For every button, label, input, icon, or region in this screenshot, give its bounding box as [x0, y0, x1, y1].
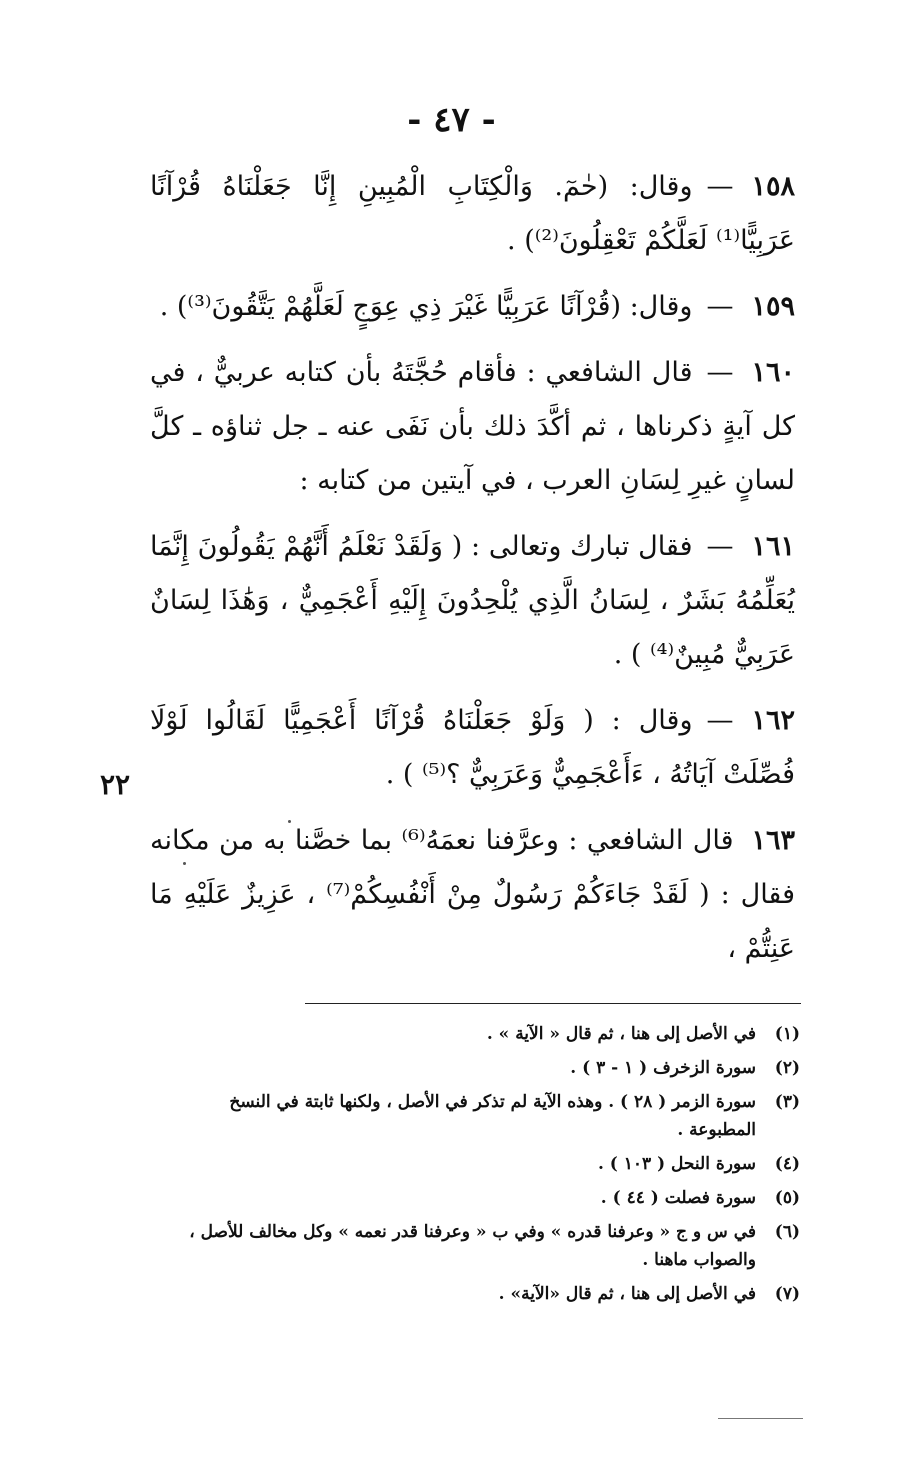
- paragraph-text: قال الشافعي : فأقام حُجَّتَهُ بأن كتابه عربيٌّ ، في كل آيةٍ ذكرناها ، ثم أكَّدَ ذلك بأن نَفَى عنه ـ جل ثناؤه ـ كلَّ لسانٍ غيرِ لِسَانِ العرب ، في آيتين من كتابه :: [150, 357, 795, 496]
- paragraph-163: [150, 814, 795, 976]
- paragraph-number: ١٦١: [751, 531, 795, 562]
- scan-speck: [288, 820, 291, 823]
- main-text: [150, 160, 795, 988]
- scan-line: [718, 1418, 803, 1419]
- footnote-text: في الأصل إلى هنا ، ثم قال «الآية» .: [498, 1284, 756, 1304]
- footnote-text: سورة الزمر ( ٢٨ ) . وهذه الآية لم تذكر في الأصل ، ولكنها ثابتة في النسخ المطبوعة .: [229, 1092, 756, 1140]
- paragraph-162: [150, 694, 795, 802]
- paragraph-159: [150, 280, 795, 334]
- scan-speck: [183, 862, 186, 865]
- paragraph-text: وقال: (قُرْآنًا عَرَبِيًّا غَيْرَ ذِي عِوَجٍ لَعَلَّهُمْ يَتَّقُونَ⁽³⁾) .: [159, 291, 693, 322]
- footnote-number: (٤): [774, 1154, 800, 1174]
- paragraph-text: وقال: (حٰمٓ. وَالْكِتَابِ الْمُبِينِ إِنَّا جَعَلْنَاهُ قُرْآنًا عَرَبِيًّا⁽¹⁾ لَعَلَّكُمْ تَعْقِلُونَ⁽²⁾) .: [150, 171, 795, 256]
- footnote-text: سورة فصلت ( ٤٤ ) .: [600, 1188, 756, 1208]
- paragraph-text: فقال تبارك وتعالى : ( وَلَقَدْ نَعْلَمُ أَنَّهُمْ يَقُولُونَ إِنَّمَا يُعَلِّمُهُ بَشَرٌ ، لِسَانُ الَّذِي يُلْحِدُونَ إِلَيْهِ أَعْجَمِيٌّ ، وَهَٰذَا لِسَانٌ عَرَبِيٌّ مُبِينٌ⁽⁴⁾ ) .: [150, 531, 795, 670]
- margin-section-number: ٢٢: [100, 768, 131, 801]
- paragraph-number: ١٦٠: [751, 357, 795, 388]
- paragraph-161: [150, 520, 795, 682]
- paragraph-number: ١٥٨: [751, 171, 795, 202]
- footnote-text: سورة الزخرف ( ١ - ٣ ) .: [570, 1058, 756, 1078]
- footnote-number: (٥): [774, 1188, 800, 1208]
- dash: —: [706, 291, 734, 322]
- dash: —: [706, 171, 734, 202]
- footnote-number: (١): [774, 1024, 800, 1044]
- footnote: [160, 1184, 800, 1212]
- paragraph-text: وقال : ( وَلَوْ جَعَلْنَاهُ قُرْآنًا أَعْجَمِيًّا لَقَالُوا لَوْلَا فُصِّلَتْ آيَاتُهُ ، ءَأَعْجَمِيٌّ وَعَرَبِيٌّ ؟⁽⁵⁾ ) .: [150, 705, 795, 790]
- footnote: [160, 1280, 800, 1308]
- paragraph-158: [150, 160, 795, 268]
- footnote-number: (٦): [774, 1222, 800, 1242]
- footnote-text: في الأصل إلى هنا ، ثم قال « الآية » .: [486, 1024, 756, 1044]
- dash: —: [706, 357, 734, 388]
- dash: —: [706, 531, 734, 562]
- footnotes: [160, 1020, 800, 1314]
- paragraph-number: ١٦٣: [751, 825, 795, 856]
- footnote-number: (٣): [774, 1092, 800, 1112]
- paragraph-text: قال الشافعي : وعرَّفنا نعمَهُ⁽⁶⁾ بما خصَّنا به من مكانه فقال : ( لَقَدْ جَاءَكُمْ رَسُولٌ مِنْ أَنْفُسِكُمْ⁽⁷⁾ ، عَزِيزٌ عَلَيْهِ مَا عَنِتُّمْ ،: [150, 825, 795, 964]
- paragraph-160: [150, 346, 795, 508]
- dash: —: [706, 705, 734, 736]
- footnote: [160, 1150, 800, 1178]
- footnote: [160, 1088, 800, 1144]
- footnote-number: (٧): [774, 1284, 800, 1304]
- paragraph-number: ١٦٢: [751, 705, 795, 736]
- footnote-separator: [305, 1003, 801, 1004]
- paragraph-number: ١٥٩: [751, 291, 795, 322]
- footnote-number: (٢): [774, 1058, 800, 1078]
- page-number: - ٤٧ -: [407, 100, 496, 140]
- footnote: [160, 1218, 800, 1274]
- footnote-text: في س و ج « وعرفنا قدره » وفي ب « وعرفنا قدر نعمه » وكل مخالف للأصل ، والصواب ماهنا .: [189, 1222, 756, 1270]
- footnote: [160, 1020, 800, 1048]
- footnote: [160, 1054, 800, 1082]
- footnote-text: سورة النحل ( ١٠٣ ) .: [597, 1154, 756, 1174]
